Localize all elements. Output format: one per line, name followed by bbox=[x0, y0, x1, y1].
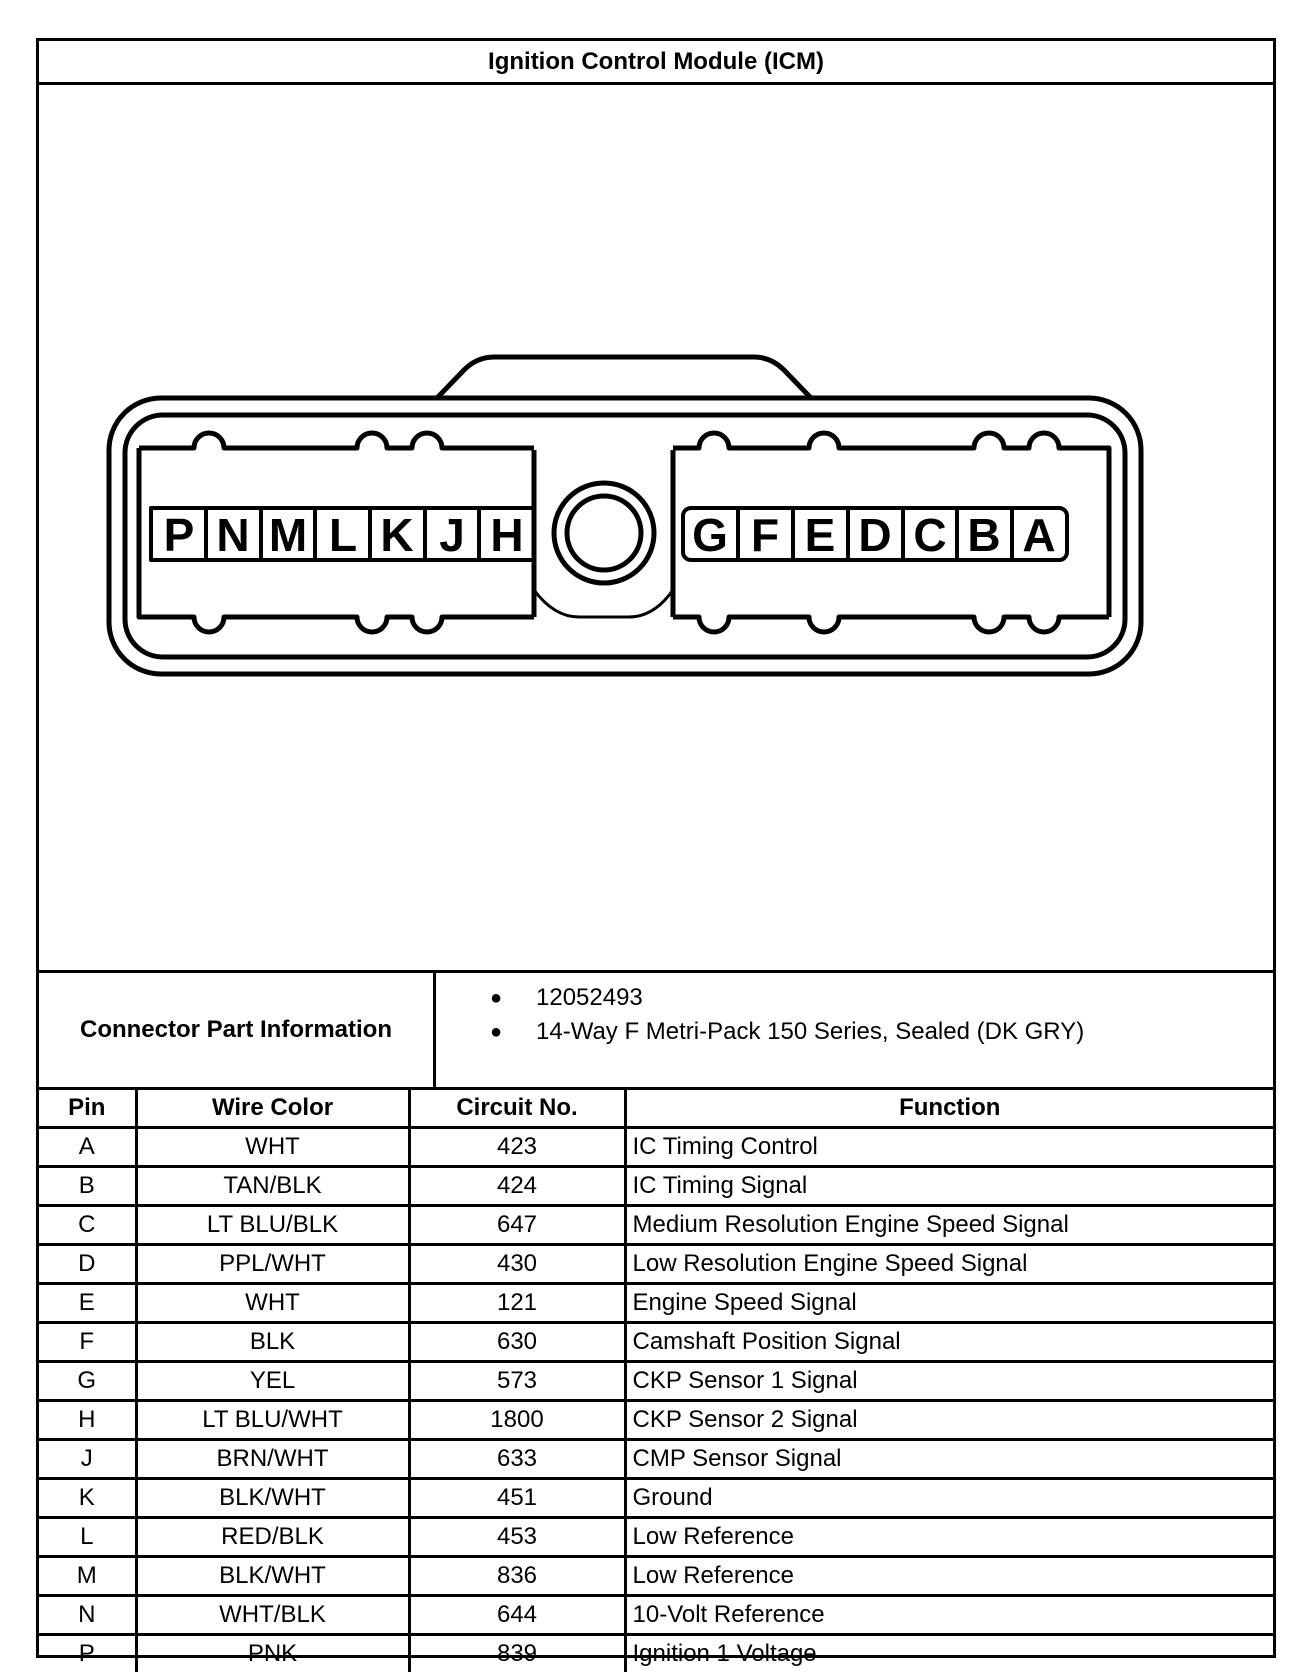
circuit-cell: 121 bbox=[409, 1284, 625, 1323]
table-row bbox=[39, 1362, 1273, 1401]
wire-color-cell: TAN/BLK bbox=[136, 1167, 409, 1206]
part-info-item bbox=[436, 1015, 1273, 1049]
bullet-icon: ● bbox=[489, 1020, 503, 1043]
circuit-cell: 1800 bbox=[409, 1401, 625, 1440]
circuit-cell: 430 bbox=[409, 1245, 625, 1284]
circuit-cell: 647 bbox=[409, 1206, 625, 1245]
table-row bbox=[39, 1635, 1273, 1673]
table-row bbox=[39, 1440, 1273, 1479]
wire-color-cell: PPL/WHT bbox=[136, 1245, 409, 1284]
pin-cell: N bbox=[39, 1596, 136, 1635]
pin-cell: A bbox=[39, 1128, 136, 1167]
wire-color-cell: BLK bbox=[136, 1323, 409, 1362]
pin-label-A: A bbox=[1022, 509, 1056, 561]
part-info-item bbox=[436, 981, 1273, 1015]
pin-cell: F bbox=[39, 1323, 136, 1362]
pin-cell: C bbox=[39, 1206, 136, 1245]
wire-color-cell: PNK bbox=[136, 1635, 409, 1673]
table-row bbox=[39, 1206, 1273, 1245]
table-row bbox=[39, 1128, 1273, 1167]
function-cell: CKP Sensor 1 Signal bbox=[625, 1362, 1273, 1401]
part-info-label: Connector Part Information bbox=[39, 973, 436, 1087]
table-row bbox=[39, 1596, 1273, 1635]
table-header-row bbox=[39, 1090, 1273, 1128]
circuit-cell: 836 bbox=[409, 1557, 625, 1596]
pin-cell: K bbox=[39, 1479, 136, 1518]
connector-diagram bbox=[39, 85, 1273, 970]
part-info-list bbox=[436, 973, 1273, 1087]
pin-label-C: C bbox=[913, 509, 947, 561]
header-pin: Pin bbox=[39, 1090, 136, 1128]
pin-cell: H bbox=[39, 1401, 136, 1440]
pin-label-P: P bbox=[163, 509, 195, 561]
page-title: Ignition Control Module (ICM) bbox=[39, 41, 1273, 85]
pin-label-M: M bbox=[268, 509, 308, 561]
pin-cell: D bbox=[39, 1245, 136, 1284]
wire-color-cell: RED/BLK bbox=[136, 1518, 409, 1557]
pin-label-D: D bbox=[858, 509, 892, 561]
pin-label-F: F bbox=[750, 509, 780, 561]
connector-face-drawing bbox=[39, 85, 1273, 970]
pin-cell: M bbox=[39, 1557, 136, 1596]
function-cell: Engine Speed Signal bbox=[625, 1284, 1273, 1323]
pin-cell: J bbox=[39, 1440, 136, 1479]
pin-label-B: B bbox=[967, 509, 1001, 561]
center-post-inner bbox=[567, 496, 641, 570]
table-row bbox=[39, 1167, 1273, 1206]
pin-cell: E bbox=[39, 1284, 136, 1323]
function-cell: IC Timing Signal bbox=[625, 1167, 1273, 1206]
table-row bbox=[39, 1401, 1273, 1440]
function-cell: Medium Resolution Engine Speed Signal bbox=[625, 1206, 1273, 1245]
pinout-table bbox=[39, 1090, 1273, 1672]
table-row bbox=[39, 1245, 1273, 1284]
circuit-cell: 451 bbox=[409, 1479, 625, 1518]
header-circuit-no: Circuit No. bbox=[409, 1090, 625, 1128]
function-cell: Ground bbox=[625, 1479, 1273, 1518]
circuit-cell: 573 bbox=[409, 1362, 625, 1401]
function-cell: Camshaft Position Signal bbox=[625, 1323, 1273, 1362]
wire-color-cell: LT BLU/BLK bbox=[136, 1206, 409, 1245]
part-description: 14-Way F Metri-Pack 150 Series, Sealed (DK GRY) bbox=[536, 1018, 1085, 1045]
function-cell: Low Resolution Engine Speed Signal bbox=[625, 1245, 1273, 1284]
wire-color-cell: WHT bbox=[136, 1128, 409, 1167]
header-wire-color: Wire Color bbox=[136, 1090, 409, 1128]
function-cell: IC Timing Control bbox=[625, 1128, 1273, 1167]
pin-label-H: H bbox=[490, 509, 524, 561]
circuit-cell: 453 bbox=[409, 1518, 625, 1557]
circuit-cell: 424 bbox=[409, 1167, 625, 1206]
circuit-cell: 839 bbox=[409, 1635, 625, 1673]
pin-cell: G bbox=[39, 1362, 136, 1401]
pin-label-J: J bbox=[439, 509, 465, 561]
part-number: 12052493 bbox=[536, 984, 643, 1011]
pin-label-N: N bbox=[216, 509, 250, 561]
circuit-cell: 644 bbox=[409, 1596, 625, 1635]
pin-cell: L bbox=[39, 1518, 136, 1557]
pin-cell: P bbox=[39, 1635, 136, 1673]
pin-label-L: L bbox=[328, 509, 358, 561]
table-row bbox=[39, 1557, 1273, 1596]
bullet-icon: ● bbox=[489, 986, 503, 1009]
wire-color-cell: BLK/WHT bbox=[136, 1479, 409, 1518]
locking-tab bbox=[437, 357, 811, 398]
wire-color-cell: LT BLU/WHT bbox=[136, 1401, 409, 1440]
table-row bbox=[39, 1479, 1273, 1518]
pin-cell: B bbox=[39, 1167, 136, 1206]
circuit-cell: 423 bbox=[409, 1128, 625, 1167]
circuit-cell: 630 bbox=[409, 1323, 625, 1362]
table-row bbox=[39, 1518, 1273, 1557]
wire-color-cell: BRN/WHT bbox=[136, 1440, 409, 1479]
pin-label-E: E bbox=[804, 509, 836, 561]
wire-color-cell: BLK/WHT bbox=[136, 1557, 409, 1596]
table-row bbox=[39, 1284, 1273, 1323]
function-cell: CMP Sensor Signal bbox=[625, 1440, 1273, 1479]
function-cell: 10-Volt Reference bbox=[625, 1596, 1273, 1635]
function-cell: Low Reference bbox=[625, 1557, 1273, 1596]
pin-label-G: G bbox=[692, 509, 728, 561]
connector-sheet bbox=[36, 38, 1276, 1667]
wire-color-cell: WHT/BLK bbox=[136, 1596, 409, 1635]
table-row bbox=[39, 1323, 1273, 1362]
function-cell: CKP Sensor 2 Signal bbox=[625, 1401, 1273, 1440]
wire-color-cell: WHT bbox=[136, 1284, 409, 1323]
circuit-cell: 633 bbox=[409, 1440, 625, 1479]
header-function: Function bbox=[625, 1090, 1273, 1128]
pin-label-K: K bbox=[380, 509, 414, 561]
connector-part-info bbox=[39, 970, 1273, 1090]
function-cell: Low Reference bbox=[625, 1518, 1273, 1557]
function-cell: Ignition 1 Voltage bbox=[625, 1635, 1273, 1673]
wire-color-cell: YEL bbox=[136, 1362, 409, 1401]
